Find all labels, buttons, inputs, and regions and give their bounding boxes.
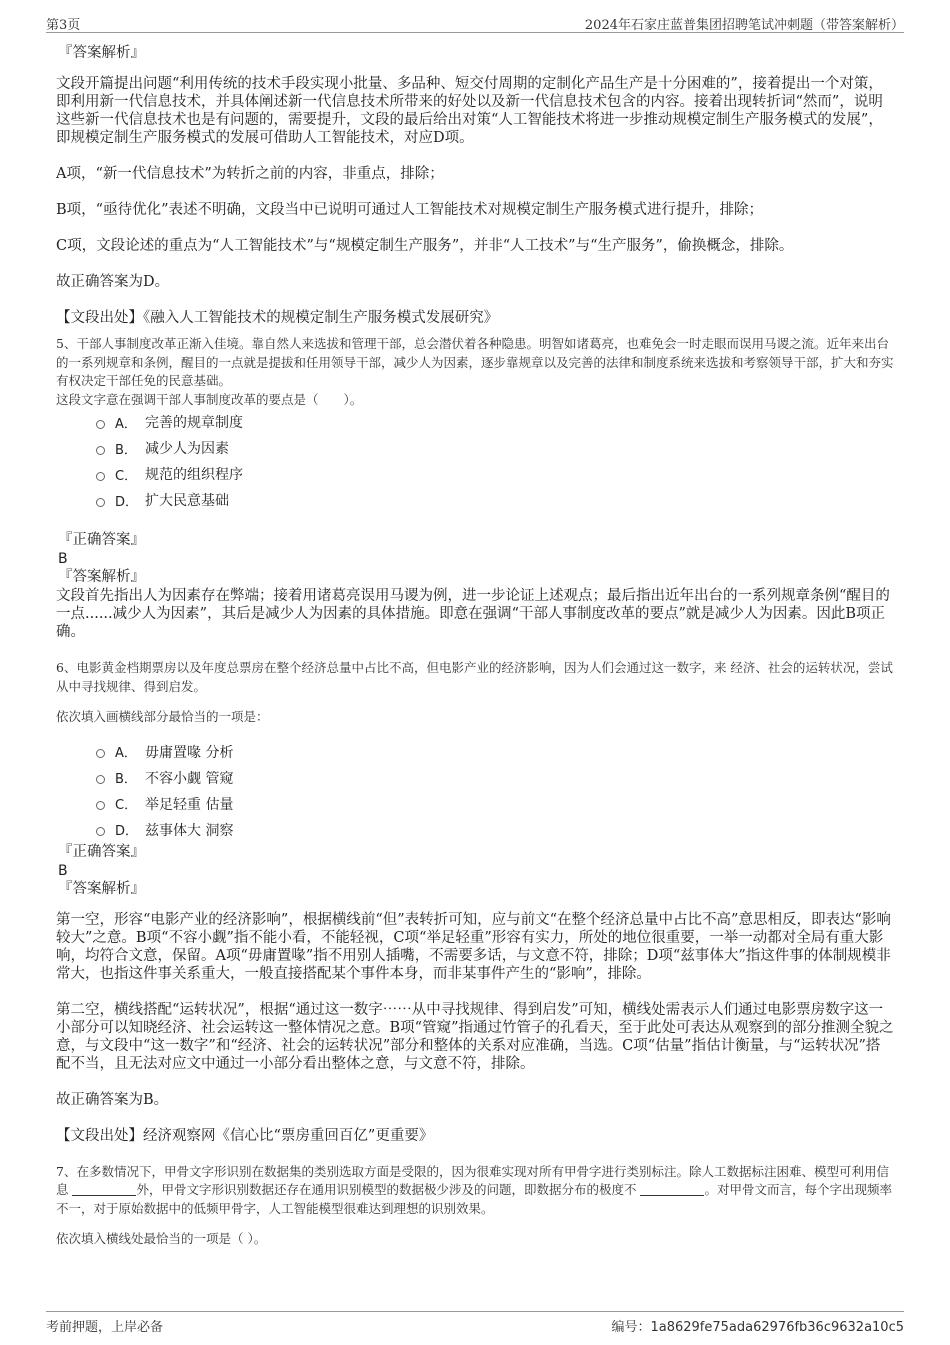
q6-option-a[interactable]: A． 毋庸置喙 分析 xyxy=(96,739,894,765)
q5-options xyxy=(96,409,894,513)
q6-analysis-paragraph-1: 第一空，形容“电影产业的经济影响”，根据横线前“但”表转折可知，应与前文“在整个经济总量中占比不高”意思相反，即表达“影响较大”之意。B项“不容小觑”指不能小看，不能轻视，C项“举足轻重”形容有实力，所处的地位很重要，一举一动都对全局有重大影响，均符合文意，保留。A项“毋庸置喙”指不用别人插嘴，不需要多话，与文意不符，排除；D项“兹事体大”指这件事的体制规模非常大，也指这件事关系重大，一般直接搭配某个事件本身，而非某事件产生的“影响”，排除。 xyxy=(56,911,891,982)
q6-answer-label: 『正确答案』 xyxy=(58,843,145,860)
radio-icon[interactable] xyxy=(96,446,105,455)
q5-answer-label: 『正确答案』 xyxy=(58,532,145,548)
main-content xyxy=(56,44,894,1249)
q5-option-d[interactable]: D． 扩大民意基础 xyxy=(96,487,894,513)
page-header xyxy=(46,12,904,33)
radio-icon[interactable] xyxy=(96,775,105,784)
q6-conclusion: 故正确答案为B。 xyxy=(56,1091,169,1108)
q5-analysis: 文段首先指出人为因素存在弊端；接着用诸葛亮误用马谡为例，进一步论证上述观点；最后指出近年出台的一系列规章条例“醒目的一点......减少人为因素”，其后是减少人为因素的具体措施。即意在强调“干部人事制度改革的要点”就是减少人为因素。因此B项正确。 xyxy=(56,588,890,640)
q7-blank-1 xyxy=(72,1183,136,1196)
q4-analysis-option-a: A项，“新一代信息技术”为转折之前的内容，非重点，排除； xyxy=(56,166,444,182)
q5-option-b[interactable]: B． 减少人为因素 xyxy=(96,435,894,461)
q5-answer: B xyxy=(58,551,68,567)
q4-analysis-option-c: C项，文段论述的重点为“人工智能技术”与“规模定制生产服务”，并非“人工技术”与“生产服务”，偷换概念，排除。 xyxy=(56,238,794,254)
document-title: 2024年石家庄蓝普集团招聘笔试冲刺题（带答案解析） xyxy=(584,18,904,33)
q6-source: 【文段出处】经济观察网《信心比“票房重回百亿”更重要》 xyxy=(56,1127,434,1144)
radio-icon[interactable] xyxy=(96,498,105,507)
q6-stem: 6、电影黄金档期票房以及年度总票房在整个经济总量中占比不高，但电影产业的经济影响，因为人们会通过这一数字，来 经济、社会的运转状况，尝试从中寻找规律、得到启发。 xyxy=(56,660,893,694)
q4-source: 【文段出处】《融入人工智能技术的规模定制生产服务模式发展研究》 xyxy=(56,310,499,326)
q6-answer: B xyxy=(58,862,68,879)
radio-icon[interactable] xyxy=(96,827,105,836)
q7-question: 依次填入横线处最恰当的一项是（ ）。 xyxy=(56,1231,267,1246)
radio-icon[interactable] xyxy=(96,801,105,810)
q4-analysis-paragraph: 文段开篇提出问题“利用传统的技术手段实现小批量、多品种、短交付周期的定制化产品生产是十分困难的”，接着提出一个对策，即利用新一代信息技术，并具体阐述新一代信息技术所带来的好处以及新一代信息技术包含的内容。接着出现转折词“然而”，说明这些新一代信息技术也是有问题的，需要提升，文段的最后给出对策“人工智能技术将进一步推动规模定制生产服务模式的发展”，即规模定制生产服务模式的发展可借助人工智能技术，对应D项。 xyxy=(56,76,883,146)
page-number: 第3页 xyxy=(46,18,81,33)
q6-options xyxy=(96,739,894,843)
radio-icon[interactable] xyxy=(96,749,105,758)
q5-stem: 5、干部人事制度改革正渐入佳境。靠自然人来选拔和管理干部，总会潜伏着各种隐患。明智如诸葛亮，也难免会一时走眼而误用马谡之流。近年来出台的一系列规章和条例，醒目的一点就是提拔和任用领导干部，减少人为因素，逐步靠规章以及完善的法律和制度系统来选拔和考察领导干部，扩大和夯实有权决定干部任免的民意基础。 xyxy=(56,336,894,388)
radio-icon[interactable] xyxy=(96,472,105,481)
q6-option-c[interactable]: C． 举足轻重 估量 xyxy=(96,791,894,817)
page-footer xyxy=(46,1311,904,1335)
footer-slogan: 考前押题，上岸必备 xyxy=(46,1320,164,1335)
q4-analysis-label: 『答案解析』 xyxy=(58,45,145,61)
q5-option-a[interactable]: A． 完善的规章制度 xyxy=(96,409,894,435)
q6-option-b[interactable]: B． 不容小觑 管窥 xyxy=(96,765,894,791)
q4-analysis-option-b: B项，“亟待优化”表述不明确，文段当中已说明可通过人工智能技术对规模定制生产服务模式进行提升，排除； xyxy=(56,202,763,218)
q6-analysis-label: 『答案解析』 xyxy=(58,880,145,897)
q6-option-d[interactable]: D． 兹事体大 洞察 xyxy=(96,817,894,843)
document-id: 编号：1a8629fe75ada62976fb36c9632a10c5 xyxy=(611,1320,904,1335)
q7-stem: 7、在多数情况下，甲骨文字形识别在数据集的类别选取方面是受限的，因为很难实现对所有甲骨字进行类别标注。除人工数据标注困难、模型可利用信息 外，甲骨文字形识别数据还存在通用识别模型的数据极少涉及的问题，即数据分布的极度不 。对甲骨文而言，每个字出现频率不一，对于原始数据中的低频甲骨字，人工智能模型很难达到理想的识别效果。 xyxy=(56,1163,892,1216)
radio-icon[interactable] xyxy=(96,420,105,429)
q6-analysis-paragraph-2: 第二空，横线搭配“运转状况”，根据“通过这一数字⋯⋯从中寻找规律、得到启发”可知，横线处需表示人们通过电影票房数字这一小部分可以知晓经济、社会运转这一整体情况之意。B项“管窥”指通过竹管子的孔看天，至于此处可表达从观察到的部分推测全貌之意，与文段中“这一数字”和“经济、社会的运转状况”部分和整体的关系对应准确，当选。C项“估量”指估计衡量，与“运转状况”搭配不当，且无法对应文中通过一小部分看出整体之意，与文意不符，排除。 xyxy=(56,1001,894,1072)
q5-option-c[interactable]: C． 规范的组织程序 xyxy=(96,461,894,487)
q6-question: 依次填入画横线部分最恰当的一项是： xyxy=(56,709,269,724)
q7-blank-2 xyxy=(640,1183,704,1196)
q5-question: 这段文字意在强调干部人事制度改革的要点是（ ）。 xyxy=(56,391,363,407)
q4-conclusion: 故正确答案为D。 xyxy=(56,274,170,290)
q5-analysis-label: 『答案解析』 xyxy=(58,569,145,585)
